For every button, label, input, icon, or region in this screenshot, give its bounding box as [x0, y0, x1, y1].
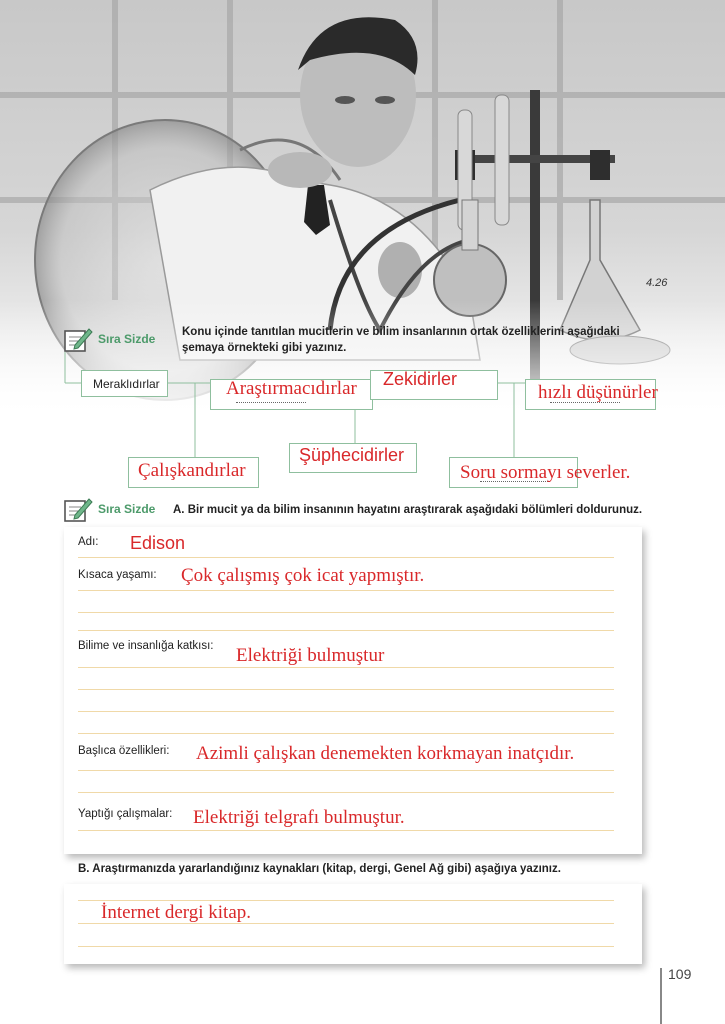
writing-line	[78, 667, 614, 668]
answer-sources: İnternet dergi kitap.	[101, 902, 252, 923]
answer-contribution: Elektriği bulmuştur	[236, 645, 385, 666]
traits-label: Başlıca özellikleri:	[78, 745, 170, 757]
section1-instruction-line1: Konu içinde tanıtılan mucitlerin ve bilim insanlarının ortak özelliklerini aşağıdaki	[182, 326, 620, 338]
sira-sizde-badge-2: Sıra Sizde	[98, 502, 156, 516]
page-number-divider	[660, 968, 662, 1024]
answer-life: Çok çalışmış çok icat yapmıştır.	[181, 565, 425, 586]
answer-arastirmacidirlar: Araştırmacıdırlar	[226, 378, 357, 399]
writing-line	[78, 689, 614, 690]
writing-line	[78, 900, 614, 901]
diagram-connectors	[0, 0, 725, 500]
writing-line	[78, 630, 614, 631]
name-label: Adı:	[78, 536, 99, 548]
life-label: Kısaca yaşamı:	[78, 569, 157, 581]
answer-works: Elektriği telgrafı bulmuştur.	[193, 807, 405, 828]
section2-instruction: A. Bir mucit ya da bilim insanının hayatını araştırarak aşağıdaki bölümleri doldurunuz.	[173, 504, 643, 516]
answer-suphecidirler: Şüphecidirler	[299, 445, 405, 465]
answer-caliskandirlar: Çalışkandırlar	[138, 460, 246, 481]
section1-instruction-line2: şemaya örnekteki gibi yazınız.	[182, 342, 347, 354]
writing-line	[78, 946, 614, 947]
example-trait-label: Meraklıdırlar	[93, 377, 160, 391]
writing-line	[78, 733, 614, 734]
writing-line	[78, 792, 614, 793]
writing-line	[78, 557, 614, 558]
figure-number: 4.26	[646, 277, 668, 289]
part-b-instruction: B. Araştırmanızda yararlandığınız kaynakları (kitap, dergi, Genel Ağ gibi) aşağıya yazınız.	[78, 863, 561, 875]
writing-line	[78, 830, 614, 831]
answer-zekidirler: Zekidirler	[383, 369, 458, 389]
answer-name: Edison	[130, 533, 186, 553]
answer-soru-sormayi-severler: Soru sormayı severler.	[460, 462, 631, 483]
writing-line	[78, 590, 614, 591]
writing-line	[78, 711, 614, 712]
page-number: 109	[668, 966, 692, 982]
answer-traits: Azimli çalışkan denemekten korkmayan inatçıdır.	[196, 743, 575, 764]
writing-line	[78, 612, 614, 613]
sources-card	[64, 884, 642, 964]
sira-sizde-badge-1: Sıra Sizde	[98, 332, 156, 346]
answer-hizli-dusunurler: hızlı düşünürler	[538, 382, 658, 403]
contribution-label: Bilime ve insanlığa katkısı:	[78, 640, 214, 652]
writing-line	[78, 770, 614, 771]
works-label: Yaptığı çalışmalar:	[78, 808, 173, 820]
pencil-note-icon	[63, 495, 93, 523]
dotted-line	[236, 402, 306, 403]
example-trait-box	[81, 370, 168, 397]
